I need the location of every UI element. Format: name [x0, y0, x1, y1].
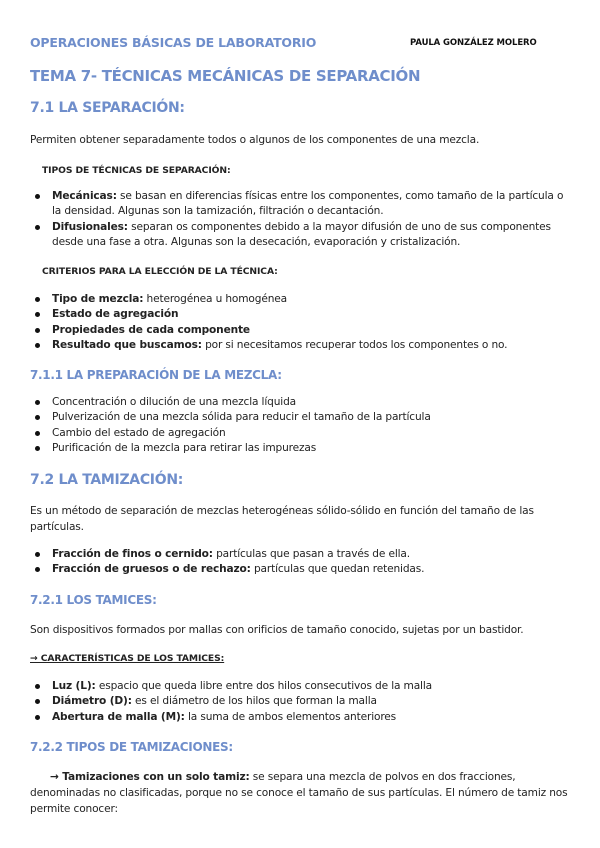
bullet-icon: [35, 431, 40, 436]
heading-7-1: 7.1 LA SEPARACIÓN:: [30, 100, 185, 116]
bullet-icon: [35, 715, 40, 720]
paragraph-7-1-intro: Permiten obtener separadamente todos o algunos de los componentes de una mezcla.: [30, 134, 480, 146]
document-title: TEMA 7- TÉCNICAS MECÁNICAS DE SEPARACIÓN: [30, 67, 421, 85]
list-item: Diámetro (D): es el diámetro de los hilos que forman la malla: [30, 694, 575, 709]
list-item: Mecánicas: se basan en diferencias físicas entre los componentes, como tamaño de la partícula o la densidad. Algunas son la tamización, filtración o decantación.: [30, 189, 575, 220]
bullet-icon: [35, 328, 40, 333]
paragraph-7-2-2: → Tamizaciones con un solo tamiz: se separa una mezcla de polvos en dos fracciones, denominadas no clasificadas, porque no se conoce el tamaño de sus partículas. El número de tamiz nos permite conocer:: [30, 771, 568, 815]
header-author: PAULA GONZÁLEZ MOLERO: [410, 38, 537, 48]
bullet-icon: [35, 194, 40, 199]
header-course: OPERACIONES BÁSICAS DE LABORATORIO: [30, 35, 317, 50]
bullet-icon: [35, 699, 40, 704]
bullet-icon: [35, 225, 40, 230]
list-item: Estado de agregación: [30, 307, 575, 322]
heading-7-2-2: 7.2.2 TIPOS DE TAMIZACIONES:: [30, 740, 233, 754]
bullet-icon: [35, 567, 40, 572]
heading-7-2-1: 7.2.1 LOS TAMICES:: [30, 593, 157, 607]
list-item: Propiedades de cada componente: [30, 323, 575, 338]
paragraph-7-2-1-intro: Son dispositivos formados por mallas con orificios de tamaño conocido, sujetas por un bastidor.: [30, 624, 524, 636]
bullet-icon: [35, 552, 40, 557]
list-preparacion: [30, 395, 575, 456]
list-item: Cambio del estado de agregación: [30, 426, 575, 441]
subheading-tipos: TIPOS DE TÉCNICAS DE SEPARACIÓN:: [42, 165, 231, 176]
list-item: Tipo de mezcla: heterogénea u homogénea: [30, 292, 575, 307]
list-item: Pulverización de una mezcla sólida para reducir el tamaño de la partícula: [30, 410, 575, 425]
bullet-icon: [35, 297, 40, 302]
list-caracteristicas: [30, 679, 575, 725]
paragraph-7-2-intro: Es un método de separación de mezclas heterogéneas sólido-sólido en función del tamaño de las partículas.: [30, 505, 534, 533]
bullet-icon: [35, 415, 40, 420]
list-item: Resultado que buscamos: por si necesitamos recuperar todos los componentes o no.: [30, 338, 575, 353]
bullet-icon: [35, 684, 40, 689]
bullet-icon: [35, 343, 40, 348]
list-item: Difusionales: separan os componentes debido a la mayor difusión de uno de sus componentes desde una fase a otra. Algunas son la desecación, evaporación y cristalización.: [30, 220, 575, 251]
list-item: Abertura de malla (M): la suma de ambos elementos anteriores: [30, 710, 575, 725]
list-fracciones: [30, 547, 575, 578]
list-tipos: [30, 189, 575, 250]
heading-7-2: 7.2 LA TAMIZACIÓN:: [30, 472, 184, 488]
bullet-icon: [35, 446, 40, 451]
bullet-icon: [35, 400, 40, 405]
list-item: Fracción de gruesos o de rechazo: partículas que quedan retenidas.: [30, 562, 575, 577]
bullet-icon: [35, 312, 40, 317]
list-item: Purificación de la mezcla para retirar las impurezas: [30, 441, 575, 456]
list-item: Concentración o dilución de una mezcla líquida: [30, 395, 575, 410]
list-item: Fracción de finos o cernido: partículas que pasan a través de ella.: [30, 547, 575, 562]
subheading-caracteristicas: → CARACTERÍSTICAS DE LOS TAMICES:: [30, 653, 225, 664]
subheading-criterios: CRITERIOS PARA LA ELECCIÓN DE LA TÉCNICA:: [42, 266, 278, 277]
list-item: Luz (L): espacio que queda libre entre dos hilos consecutivos de la malla: [30, 679, 575, 694]
list-criterios: [30, 292, 575, 353]
heading-7-1-1: 7.1.1 LA PREPARACIÓN DE LA MEZCLA:: [30, 368, 282, 382]
